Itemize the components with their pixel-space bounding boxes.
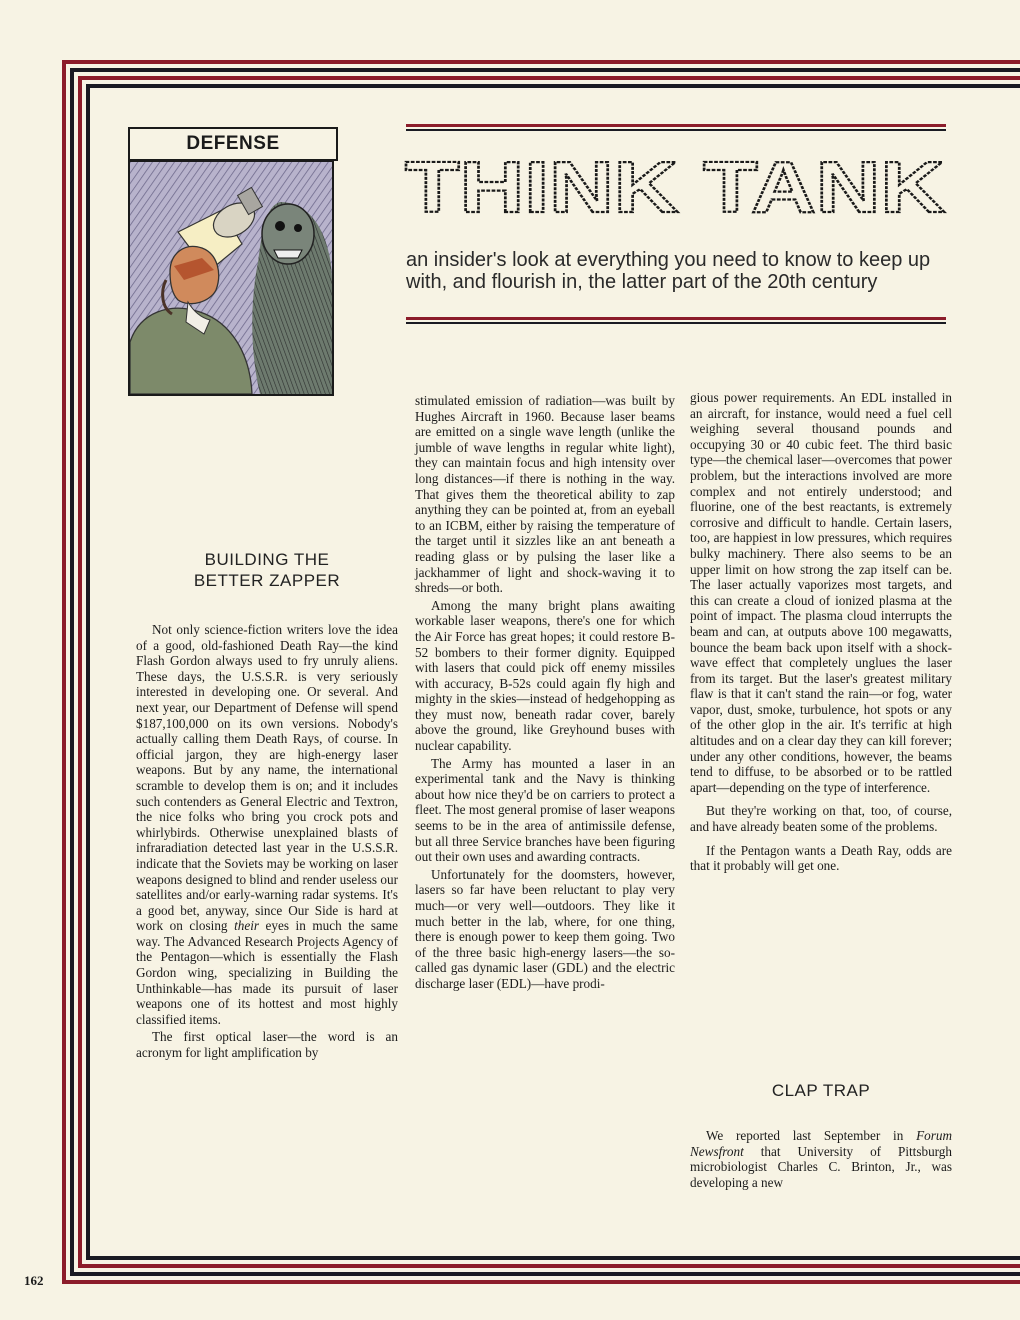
section-label: DEFENSE: [128, 127, 338, 161]
paragraph: gious power requirements. An EDL installed in an aircraft, for instance, would need a fuel cell weighing several thousand pounds and occupying 30 or 40 cubic feet. The third basic type—the chemical laser—overcomes that power problem, but the interactions involved are more complex and not entirely understood; and fluorine, one of the best reactants, is extremely corrosive and difficult to handle. Certain lasers, too, are happiest in low pressures, which requires bulky machinery. There also seems to be an upper limit on how strong the zap itself can be. The laser actually vaporizes most targets, and this can create a cloud of ionized plasma at the point of impact. The plasma cloud interrupts the beam and can, at outputs above 100 megawatts, bounce the beam back upon itself with a shock-wave effect that completely unglues the laser from its target. But the laser's greatest military flaw is that it can't stand the rain—or fog, water vapor, dust, smoke, turbulence, hot spots or any of the other glop in the air. It's terrific at high altitudes and on a clear day they can kill forever; under any other conditions, however, the beams tend to diffuse, to be absorbed or to be rattled apart—depending on the type of interference.: [690, 390, 952, 795]
logo-text: THINK TANK: [405, 150, 945, 220]
article-heading: [136, 549, 398, 591]
tagline: an insider's look at everything you need to know to keep up with, and flourish in, the latter part of the 20th century: [406, 249, 931, 293]
article-illustration: [128, 160, 334, 396]
header-rule-bottom-dark: [406, 322, 946, 324]
article-heading-line2: BETTER ZAPPER: [193, 571, 341, 590]
text-column-2: [415, 393, 675, 992]
paragraph: Unfortunately for the doomsters, however, lasers so far have been reluctant to play very much—or very well—outdoors. They like it much better in the lab, where, for one thing, there is enough power to keep them going. Two of the three basic high-energy lasers—the so-called gas dynamic laser (GDL) and the electric discharge laser (EDL)—have prodi-: [415, 866, 675, 991]
paragraph: stimulated emission of radiation—was built by Hughes Aircraft in 1960. Because laser beams are emitted on a single wave length (unlike the jumble of wave lengths in regular white light), they can maintain focus and high intensity over long distances—if there is nothing in the way. That gives them the theoretical ability to zap anything they can be pointed at, from an eyeball to an ICBM, either by raising the temperature of the target until it sizzles like an ant beneath a reading glass or by pulsing the laser like a jackhammer of light and shock-waving it to shreds—or both.: [415, 393, 675, 596]
text-column-1: [136, 622, 398, 1061]
article2-heading: CLAP TRAP: [771, 1081, 871, 1100]
think-tank-logo: [403, 150, 948, 220]
header-rule-bottom: [406, 317, 946, 320]
emphasis: their: [234, 918, 259, 934]
text-column-3: [690, 390, 952, 874]
article2-text: [690, 1128, 952, 1190]
paragraph: If the Pentagon wants a Death Ray, odds are that it probably will get one.: [690, 842, 952, 874]
emphasis: Forum Newsfront: [690, 1128, 952, 1159]
paragraph: Among the many bright plans awaiting workable laser weapons, there's one for which the Air Force has great hopes; it could restore B-52 bombers to their former dignity. Equipped with lasers that could pick off enemy missiles with accuracy, B-52s could again fly high and mighty in the skies—instead of hedgehopping as they must now, beneath radar cover, barely above the ground, like Greyhound buses with nuclear capability.: [415, 597, 675, 754]
page-number: 162: [24, 1273, 44, 1288]
paragraph: We reported last September in Forum Newsfront that University of Pittsburgh microbiologist Charles C. Brinton, Jr., was developing a new: [690, 1128, 952, 1190]
header-rule-top-dark: [406, 129, 946, 131]
paragraph: But they're working on that, too, of course, and have already beaten some of the problems.: [690, 803, 952, 835]
article-heading-line1: BUILDING THE: [204, 550, 330, 569]
header-rule-top: [406, 124, 946, 127]
paragraph: The first optical laser—the word is an acronym for light amplification by: [136, 1029, 398, 1061]
paragraph: The Army has mounted a laser in an experimental tank and the Navy is thinking about how nice they'd be on carriers to protect a fleet. The most general promise of laser weapons seems to be in the area of antimissile defense, but all three Service branches have been figuring out their own uses and awarding contracts.: [415, 755, 675, 865]
paragraph: Not only science-fiction writers love the idea of a good, old-fashioned Death Ray—the kind Flash Gordon always used to fry unruly aliens. These days, the U.S.S.R. is very seriously interested in developing one. Or several. And next year, our Department of Defense will spend $187,100,000 on its own versions. Nobody's actually calling them Death Rays, of course. In official jargon, they are high-energy laser weapons. But by any name, the international scramble to develop them is on; and it includes such contenders as General Electric and Textron, the nice folks who bring you crock pots and whirlybirds. Otherwise unexplained blasts of infraradiation detected last year in the U.S.S.R. indicate that the Soviets may be working on laser weapons designed to blind and render useless our satellites and/or early-warning radar systems. It's a good bet, anyway, since Our Side is hard at work on closing their eyes in much the same way. The Advanced Research Projects Agency of the Pentagon—which is essentially the Flash Gordon wing, specializing in Building the Unthinkable—has made its pursuit of laser weapons one of its hottest and most highly classified items.: [136, 622, 398, 1027]
